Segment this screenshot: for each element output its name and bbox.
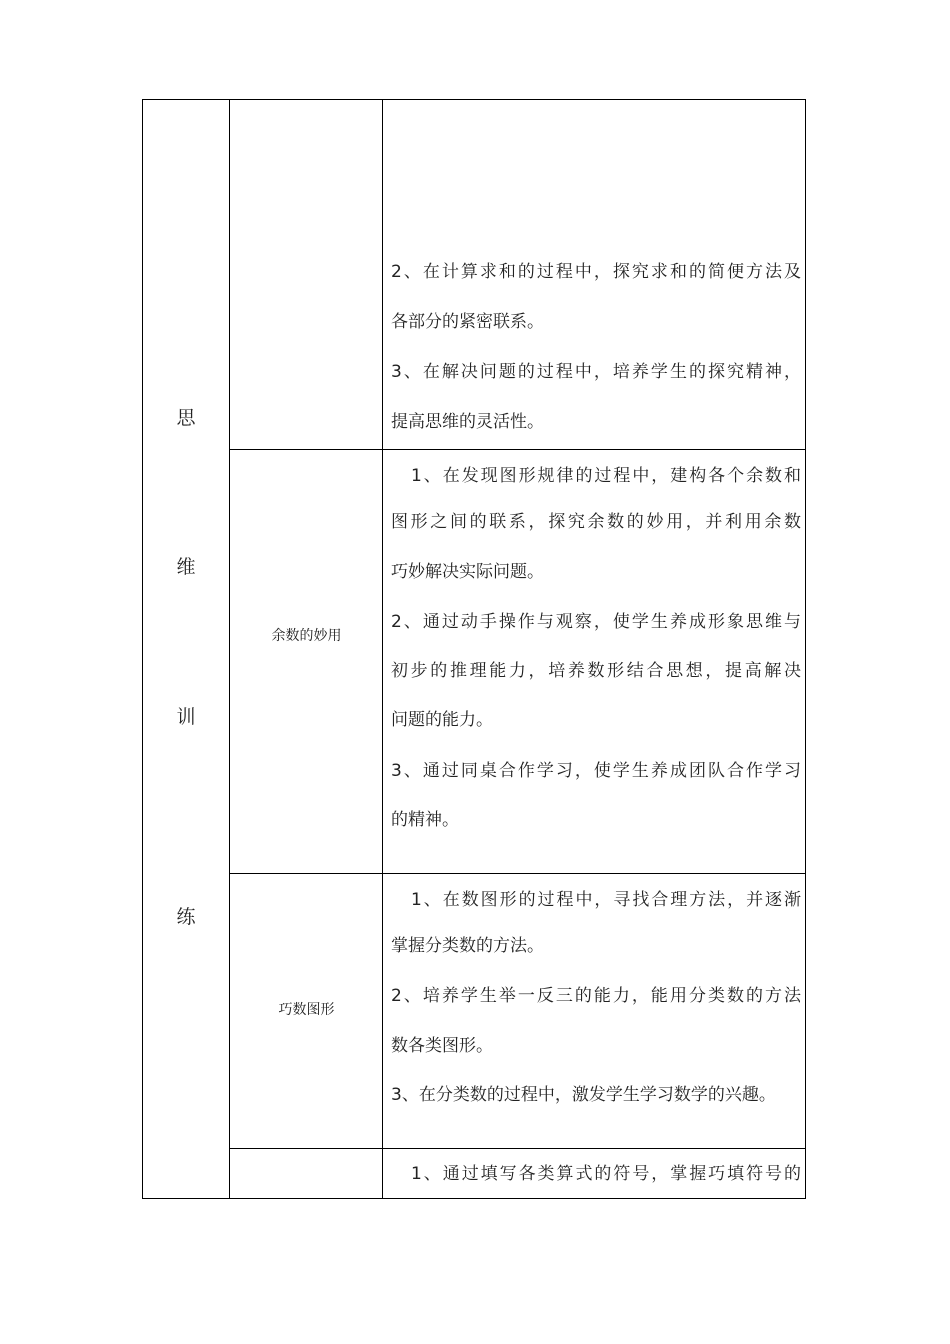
- row-divider-1: [229, 449, 805, 450]
- column-divider-2: [382, 100, 383, 1198]
- category-char: 练: [176, 906, 196, 928]
- row-divider-2: [229, 873, 805, 874]
- objective-line: 2、在计算求和的过程中，探究求和的简便方法及: [391, 262, 801, 282]
- objective-line: 3、在解决问题的过程中，培养学生的探究精神，: [391, 362, 801, 382]
- objective-line: 问题的能力。: [391, 710, 493, 730]
- objective-line: 1、在数图形的过程中，寻找合理方法，并逐渐: [411, 890, 801, 910]
- category-char: 训: [176, 706, 196, 728]
- objective-line: 提高思维的灵活性。: [391, 412, 544, 432]
- objective-line: 3、通过同桌合作学习，使学生养成团队合作学习: [391, 761, 801, 781]
- objective-line: 巧妙解决实际问题。: [391, 562, 544, 582]
- objective-line: 的精神。: [391, 810, 459, 830]
- objective-line: 图形之间的联系，探究余数的妙用，并利用余数: [391, 512, 801, 532]
- topic-counting-shapes: 巧数图形: [278, 1002, 335, 1018]
- objective-line: 掌握分类数的方法。: [391, 936, 544, 956]
- objective-line: 1、在发现图形规律的过程中，建构各个余数和: [411, 466, 801, 486]
- topic-remainder-use: 余数的妙用: [271, 628, 342, 644]
- objective-line: 各部分的紧密联系。: [391, 312, 544, 332]
- objective-line: 2、培养学生举一反三的能力，能用分类数的方法: [391, 986, 801, 1006]
- objective-line: 初步的推理能力，培养数形结合思想，提高解决: [391, 661, 801, 681]
- objective-line: 数各类图形。: [391, 1036, 493, 1056]
- objective-line: 1、通过填写各类算式的符号，掌握巧填符号的: [411, 1164, 801, 1184]
- objective-line: 3、在分类数的过程中，激发学生学习数学的兴趣。: [391, 1085, 776, 1105]
- column-divider-1: [229, 100, 230, 1198]
- objective-line: 2、通过动手操作与观察，使学生养成形象思维与: [391, 612, 801, 632]
- row-divider-3: [229, 1148, 805, 1149]
- category-char: 维: [176, 556, 196, 578]
- lesson-objectives-table: [142, 99, 806, 1199]
- category-char: 思: [176, 407, 196, 429]
